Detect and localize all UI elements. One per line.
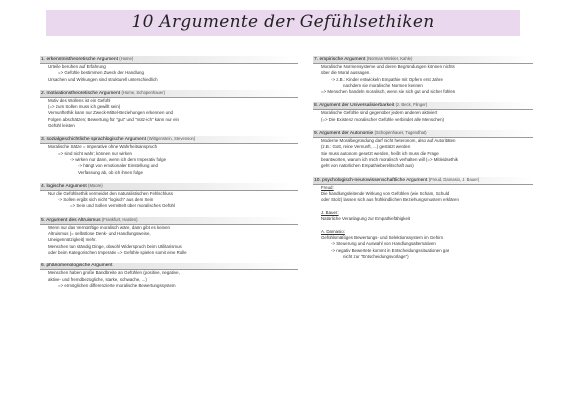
argument-text-line: -> wirken nur dann, wenn ich dem Imperativ folge (70, 156, 167, 162)
argument-text-line: Verfassung ab, ob ich ihnen folge (78, 169, 143, 175)
argument-text-line: oder beim Kategorischen Imperativ => Gefühle spielen somit eine Rolle (48, 249, 187, 255)
argument-author: (Hume, Schopenhauer) (121, 89, 165, 95)
argument-text-line: => Gefühle bestimmen Zweck der Handlung (58, 70, 144, 76)
argument-text-line: Ursachen und Wirkungen sind strukturell unterschiedlich (48, 76, 158, 82)
argument-name: erkenntnistheoretische Argument (46, 57, 120, 62)
argument-text-line: Die handlungsleitende Wirkung von Gefühlen (wie Scham, Schuld (321, 190, 450, 196)
argument-text-line: Moralische Gefühle sind gegenüber jedem anderen aktiviert (321, 110, 438, 116)
argument-text-line: Gefühlsmäßiges Bewertungs- und Selektionssystem im Gehirn (321, 234, 444, 240)
argument-3 (40, 136, 298, 175)
argument-name: sozialgeschichtliche sprachlogische Argument (46, 137, 148, 143)
argument-number: 8. (314, 103, 320, 109)
argument-1 (40, 56, 298, 83)
argument-text-line: Wenn nur das Vernünftige moralisch wäre, dann gibt es keinen (48, 224, 170, 230)
argument-author: (Frankfurt, Harden) (101, 216, 138, 222)
argument-text-line: Gefühl leisten (48, 123, 75, 129)
argument-author: (Moore) (88, 182, 103, 188)
argument-name: motivationstheoretische Argument (46, 90, 122, 96)
argument-text-line: J. Bauer: (321, 209, 339, 215)
argument-author: (Norman Winkler, Kahle) (366, 56, 413, 61)
argument-10 (313, 177, 533, 261)
argument-number: 10. (314, 177, 323, 183)
argument-name: Argument des Altruismus (46, 217, 102, 223)
argument-text-line: -> Steuerung und Auswahl von Handlungsalternativen (331, 241, 436, 247)
argument-author: (Schopenhauer, Tugendhat) (374, 130, 427, 136)
argument-number: 9. (314, 131, 320, 137)
argument-text-line: über die Moral aussagen. (321, 70, 371, 76)
argument-text-line: -> z.B.: Kinder entwickeln Empathie mit Opfern erst Jahre (331, 76, 443, 82)
argument-text-line: geht von natürlichen Empathieberelitschaft aus) (321, 163, 414, 169)
argument-text-line: oder Stolz) lassen sich aus frühkindlichen Beziehungsmustern erklären (321, 197, 459, 203)
argument-heading (40, 136, 298, 144)
argument-heading (40, 90, 298, 98)
argument-9 (313, 130, 533, 169)
right-column (313, 56, 533, 267)
argument-name: psychologisch-neurowissenschaftliche Argument (322, 177, 429, 183)
argument-number: 6. (41, 263, 47, 269)
argument-text-line: => sind nicht wahr; können nur wirken (58, 150, 132, 156)
argument-text-line: (=> Die Existenz moralischer Gefühle verbindet alle Menschen) (321, 116, 444, 122)
argument-text-line: Urteile beruhen auf Erfahrung (48, 64, 106, 69)
argument-author: (z. Beck, Flinger) (395, 102, 428, 108)
argument-text-line: (=> zum Sollen muss ich gewillt sein) (48, 104, 121, 110)
argument-heading (313, 177, 533, 185)
argument-heading (40, 217, 298, 225)
argument-text-line: Menschen tun ständig Dinge, obwohl Widerspruch beim Utilitarismus (48, 243, 182, 249)
argument-heading (313, 130, 533, 138)
argument-text-line: Altruismus (= selbstlose Denk- und Handlungsweise, (48, 231, 151, 237)
argument-text-line: nachdem sie moralische Normen kennen (343, 82, 423, 88)
argument-text-line: Sie muss autonom gesetzt werden, heißt ich muss die Frage (321, 150, 439, 156)
argument-text-line: Menschen haben große Bandbreite an Gefühlen (positive, negative, (48, 270, 180, 276)
argument-name: phänomenologische Argument (46, 263, 113, 269)
argument-7 (313, 56, 533, 95)
argument-text-line: (z.B.: Gott, reine Vernunft, ...) gestützt werden (321, 144, 411, 150)
argument-name: empirische Argument (319, 57, 367, 62)
argument-text-line: Moralische Normensysteme und deren Begründungen können nichts (321, 64, 455, 69)
argument-8 (313, 102, 533, 123)
argument-number: 3. (41, 137, 47, 143)
argument-text-line: Folgen abschätzen; Bewertung für "gut" und "nütz-ich" kann nur ein (48, 116, 179, 122)
argument-number: 1. (41, 57, 47, 62)
argument-name: logische Argument (46, 183, 89, 189)
argument-text-line: Vernunftethik kann nur Zweck-Mittel-Beziehungen erkennen und (48, 110, 173, 116)
argument-text-line: nicht zur "Entscheidungsvorlage") (343, 253, 409, 259)
argument-text-line: Freud: (321, 184, 334, 190)
argument-number: 5. (41, 217, 47, 223)
argument-heading (313, 56, 533, 64)
argument-author: (Hume) (119, 56, 134, 61)
argument-heading (40, 56, 298, 64)
argument-number: 2. (41, 90, 47, 96)
argument-text-line: Moderne Moralbegründung darf nicht heteronom, also auf Autoritäten (321, 138, 456, 144)
argument-text-line: -> negativ Bewertete kommt in Entscheidungssituationen gar (331, 247, 450, 253)
argument-number: 7. (314, 57, 320, 62)
argument-text-line: Moralische Sätze = Imperative ohne Wahrheitsanspruch (48, 144, 158, 150)
argument-text-line: => ermöglichen differenzierte moralische Bewertungssystem (58, 282, 176, 288)
argument-text-line: Uneigennützigkeit) mehr. (48, 237, 97, 243)
argument-text-line: Nur die Gefühlsethik vermeidet den naturalistischen Fehlschluss (48, 190, 173, 196)
argument-name: Argument der Autonomie (319, 131, 375, 137)
argument-text-line: -> Sollen ergibt sich nicht "logisch" aus dem Sein (58, 197, 154, 203)
argument-text-line: Natürliche Veranlagung zur Empathiefähigkeit (321, 216, 411, 222)
argument-text-line: aktive- und fremdbezügliche, starke, schwache, ...) (48, 276, 147, 282)
argument-heading (40, 263, 298, 270)
argument-text-line: A. Damasio: (321, 228, 345, 234)
argument-text-line: => Menschen handeln moralisch, wenn sie sich gut und sicher fühlen (321, 89, 456, 95)
argument-name: Argument der Universalisierbarkeit (319, 103, 396, 109)
argument-4 (40, 183, 298, 210)
argument-author: (Wittgenstein, Stevenson) (147, 136, 196, 142)
page-title: 10 Argumente der Gefühlsethiken (131, 12, 435, 32)
argument-text-line: => Sein und Sollen vermittelt über moralisches Gefühl (70, 203, 175, 209)
argument-heading (40, 183, 298, 191)
argument-5 (40, 217, 298, 256)
argument-2 (40, 90, 298, 129)
argument-author: (Freud, Damasio, J. Bauer) (428, 176, 480, 182)
argument-text-line: -> hängt von emotionaler Einstellung und (78, 163, 158, 169)
argument-text-line: beantworten, warum ich mich moralisch verhalten will (=> Mitleidsethik (321, 156, 458, 162)
argument-6 (40, 263, 298, 289)
argument-text-line: Motiv des Wollens ist ein Gefühl (48, 97, 111, 103)
argument-number: 4. (41, 183, 47, 189)
argument-heading (313, 102, 533, 110)
left-column (40, 56, 298, 296)
